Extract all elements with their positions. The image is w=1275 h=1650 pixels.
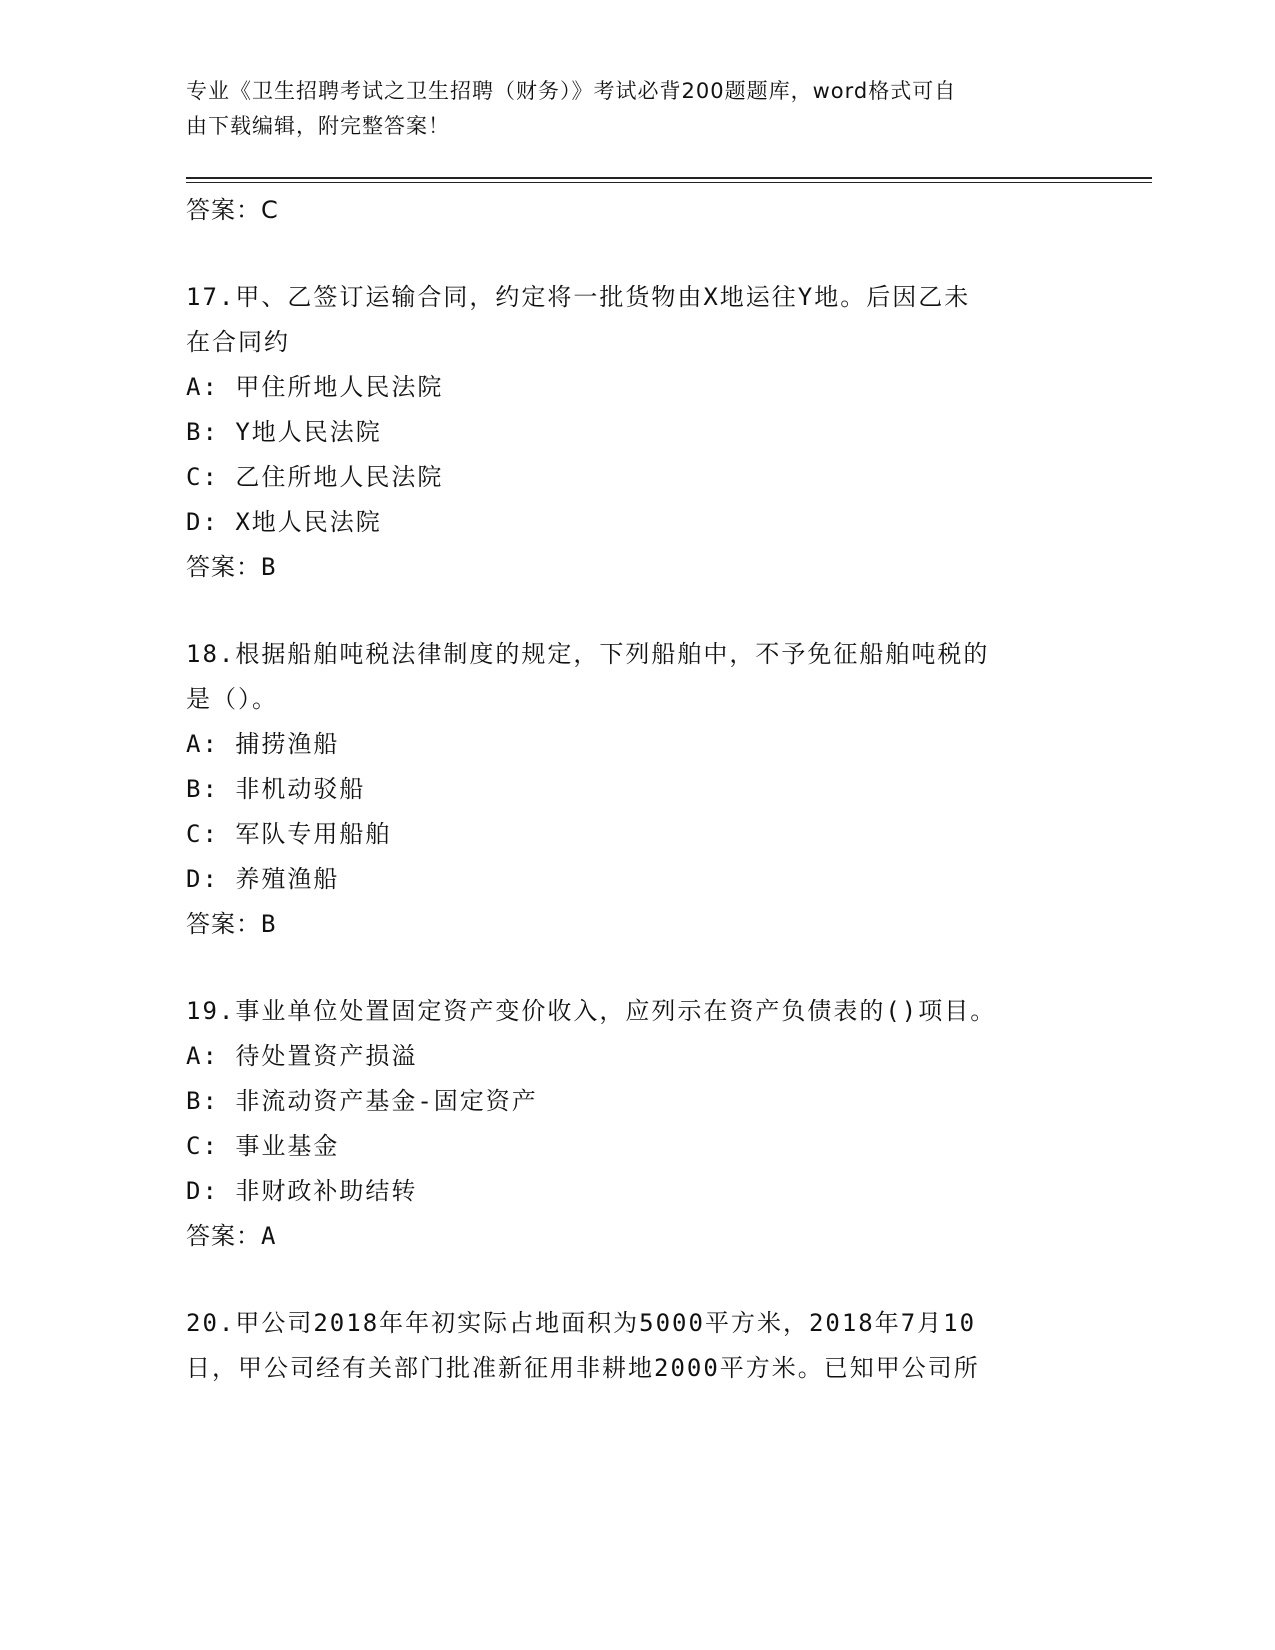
option-d: D: 非财政补助结转 [186, 1177, 418, 1205]
question-19 [186, 989, 1086, 1259]
question-title-line: 19.事业单位处置固定资产变价收入，应列示在资产负债表的()项目。 [186, 997, 997, 1025]
spacer [186, 233, 1086, 275]
previous-answer: 答案：C [186, 196, 279, 224]
question-title-line: 日，甲公司经有关部门批准新征用非耕地2000平方米。已知甲公司所 [186, 1354, 980, 1382]
option-d: D: X地人民法院 [186, 508, 382, 536]
question-title-line: 是（）。 [186, 685, 278, 713]
spacer [186, 1259, 1086, 1301]
option-d: D: 养殖渔船 [186, 865, 340, 893]
question-17 [186, 275, 1086, 590]
option-b: B: 非机动驳船 [186, 775, 366, 803]
option-b: B: Y地人民法院 [186, 418, 382, 446]
question-title-line: 20.甲公司2018年年初实际占地面积为5000平方米，2018年7月10 [186, 1309, 977, 1337]
option-c: C: 乙住所地人民法院 [186, 463, 444, 491]
header-line-1: 专业《卫生招聘考试之卫生招聘（财务）》考试必背200题题库，word格式可自 [186, 79, 957, 103]
option-a: A: 待处置资产损溢 [186, 1042, 418, 1070]
answer: 答案：B [186, 553, 277, 581]
question-18 [186, 632, 1086, 947]
option-a: A: 捕捞渔船 [186, 730, 340, 758]
answer: 答案：A [186, 1222, 277, 1250]
header-divider-thin [186, 182, 1152, 183]
option-b: B: 非流动资产基金-固定资产 [186, 1087, 538, 1115]
question-20 [186, 1301, 1086, 1391]
spacer [186, 590, 1086, 632]
question-title-line: 18.根据船舶吨税法律制度的规定，下列船舶中，不予免征船舶吨税的 [186, 640, 990, 668]
spacer [186, 947, 1086, 989]
answer: 答案：B [186, 910, 277, 938]
option-a: A: 甲住所地人民法院 [186, 373, 444, 401]
header-line-2: 由下载编辑，附完整答案！ [186, 114, 450, 138]
question-list [186, 188, 1086, 1391]
question-title-line: 在合同约 [186, 328, 290, 356]
header-divider-thick [186, 177, 1152, 179]
option-c: C: 事业基金 [186, 1132, 340, 1160]
question-title-line: 17.甲、乙签订运输合同，约定将一批货物由X地运往Y地。后因乙未 [186, 283, 971, 311]
option-c: C: 军队专用船舶 [186, 820, 392, 848]
document-header [186, 74, 1086, 144]
